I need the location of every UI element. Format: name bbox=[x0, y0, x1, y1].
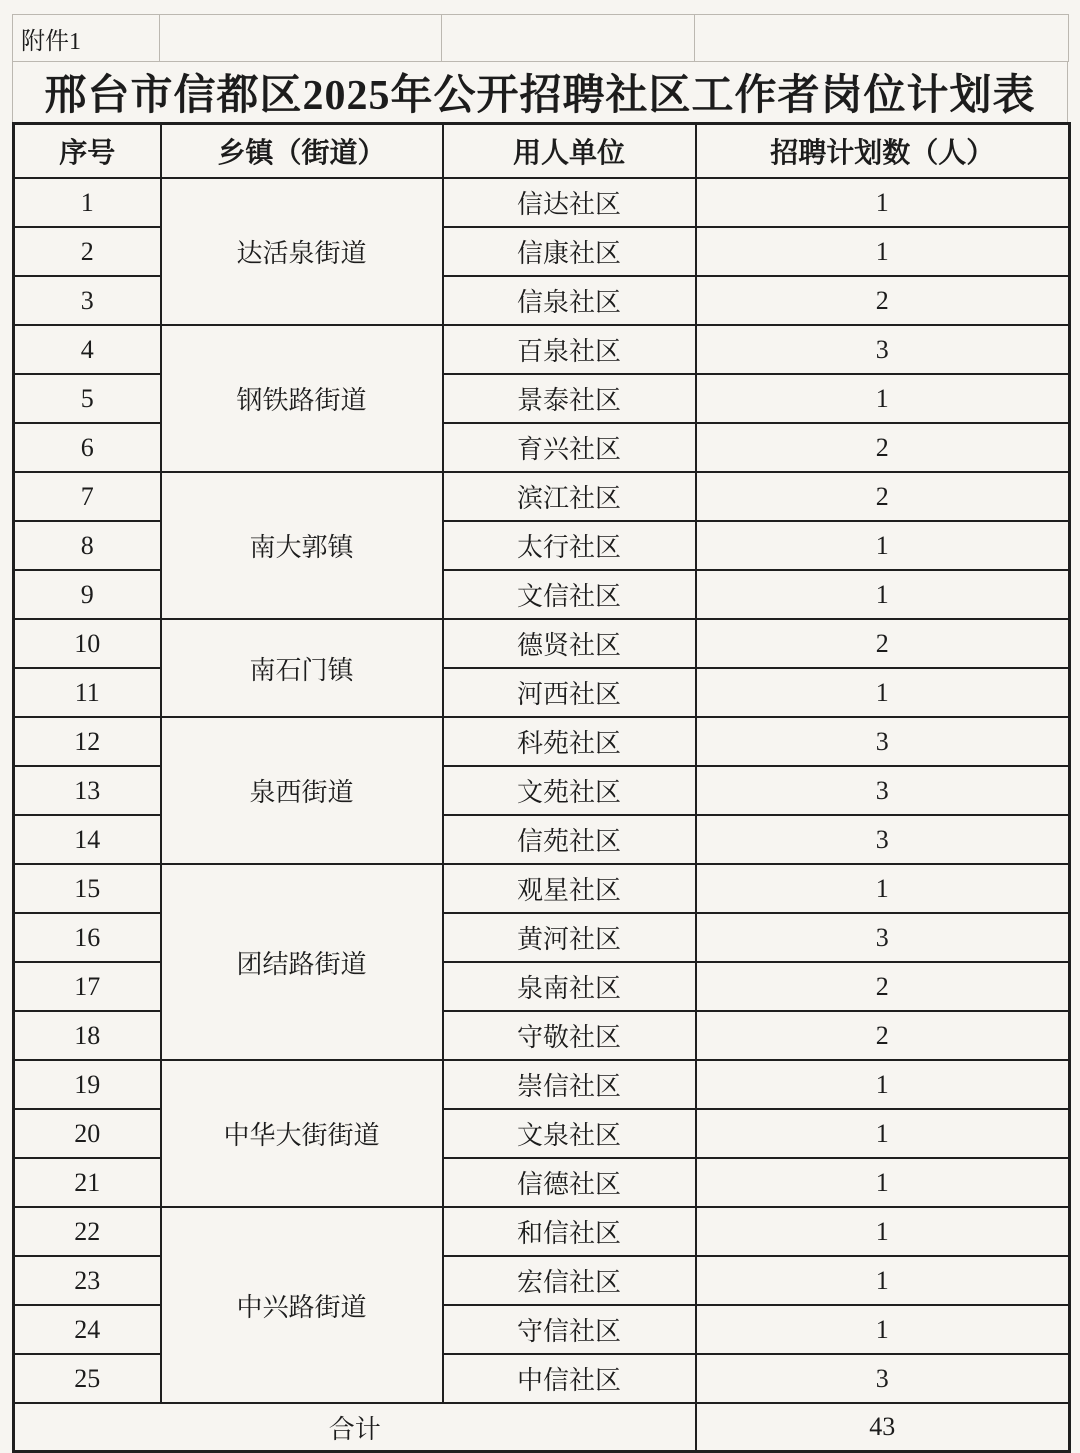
unit-cell: 信苑社区 bbox=[443, 815, 696, 864]
table-row bbox=[14, 717, 1070, 766]
serial-cell: 16 bbox=[14, 913, 161, 962]
unit-cell: 泉南社区 bbox=[443, 962, 696, 1011]
unit-cell: 和信社区 bbox=[443, 1207, 696, 1256]
serial-cell: 3 bbox=[14, 276, 161, 325]
count-cell: 2 bbox=[696, 423, 1070, 472]
serial-cell: 1 bbox=[14, 178, 161, 227]
table-row bbox=[14, 325, 1070, 374]
count-cell: 2 bbox=[696, 962, 1070, 1011]
attachment-strip bbox=[12, 14, 1069, 62]
table-row bbox=[14, 619, 1070, 668]
table-row bbox=[14, 1060, 1070, 1109]
unit-cell: 崇信社区 bbox=[443, 1060, 696, 1109]
total-value-cell: 43 bbox=[696, 1403, 1070, 1452]
unit-cell: 文信社区 bbox=[443, 570, 696, 619]
unit-cell: 文苑社区 bbox=[443, 766, 696, 815]
count-cell: 1 bbox=[696, 1060, 1070, 1109]
count-cell: 1 bbox=[696, 374, 1070, 423]
township-cell: 南大郭镇 bbox=[161, 472, 443, 619]
serial-cell: 23 bbox=[14, 1256, 161, 1305]
column-header-count: 招聘计划数（人） bbox=[696, 124, 1070, 179]
count-cell: 1 bbox=[696, 1207, 1070, 1256]
unit-cell: 景泰社区 bbox=[443, 374, 696, 423]
serial-cell: 25 bbox=[14, 1354, 161, 1403]
serial-cell: 19 bbox=[14, 1060, 161, 1109]
count-cell: 1 bbox=[696, 1256, 1070, 1305]
township-cell: 泉西街道 bbox=[161, 717, 443, 864]
serial-cell: 15 bbox=[14, 864, 161, 913]
table-row bbox=[14, 472, 1070, 521]
count-cell: 1 bbox=[696, 570, 1070, 619]
serial-cell: 6 bbox=[14, 423, 161, 472]
serial-cell: 20 bbox=[14, 1109, 161, 1158]
serial-cell: 5 bbox=[14, 374, 161, 423]
count-cell: 2 bbox=[696, 619, 1070, 668]
count-cell: 3 bbox=[696, 1354, 1070, 1403]
serial-cell: 11 bbox=[14, 668, 161, 717]
serial-cell: 10 bbox=[14, 619, 161, 668]
count-cell: 3 bbox=[696, 766, 1070, 815]
column-header-serial: 序号 bbox=[14, 124, 161, 179]
serial-cell: 2 bbox=[14, 227, 161, 276]
table-row bbox=[14, 1207, 1070, 1256]
serial-cell: 22 bbox=[14, 1207, 161, 1256]
count-cell: 1 bbox=[696, 1158, 1070, 1207]
unit-cell: 观星社区 bbox=[443, 864, 696, 913]
unit-cell: 信泉社区 bbox=[443, 276, 696, 325]
unit-cell: 百泉社区 bbox=[443, 325, 696, 374]
serial-cell: 17 bbox=[14, 962, 161, 1011]
unit-cell: 信德社区 bbox=[443, 1158, 696, 1207]
serial-cell: 4 bbox=[14, 325, 161, 374]
count-cell: 1 bbox=[696, 521, 1070, 570]
empty-cell bbox=[442, 15, 695, 62]
spreadsheet-area bbox=[12, 14, 1068, 1453]
unit-cell: 信达社区 bbox=[443, 178, 696, 227]
serial-cell: 9 bbox=[14, 570, 161, 619]
unit-cell: 河西社区 bbox=[443, 668, 696, 717]
count-cell: 3 bbox=[696, 815, 1070, 864]
unit-cell: 黄河社区 bbox=[443, 913, 696, 962]
count-cell: 1 bbox=[696, 1305, 1070, 1354]
table-row bbox=[14, 864, 1070, 913]
empty-cell bbox=[160, 15, 442, 62]
serial-cell: 8 bbox=[14, 521, 161, 570]
unit-cell: 滨江社区 bbox=[443, 472, 696, 521]
count-cell: 2 bbox=[696, 1011, 1070, 1060]
township-cell: 中华大街街道 bbox=[161, 1060, 443, 1207]
unit-cell: 文泉社区 bbox=[443, 1109, 696, 1158]
serial-cell: 21 bbox=[14, 1158, 161, 1207]
unit-cell: 科苑社区 bbox=[443, 717, 696, 766]
unit-cell: 中信社区 bbox=[443, 1354, 696, 1403]
column-header-employer: 用人单位 bbox=[443, 124, 696, 179]
serial-cell: 7 bbox=[14, 472, 161, 521]
recruitment-table bbox=[12, 122, 1071, 1453]
serial-cell: 14 bbox=[14, 815, 161, 864]
attachment-label-cell: 附件1 bbox=[13, 15, 160, 62]
count-cell: 1 bbox=[696, 1109, 1070, 1158]
header-row bbox=[14, 124, 1070, 179]
count-cell: 2 bbox=[696, 276, 1070, 325]
count-cell: 3 bbox=[696, 717, 1070, 766]
unit-cell: 守敬社区 bbox=[443, 1011, 696, 1060]
count-cell: 3 bbox=[696, 325, 1070, 374]
township-cell: 中兴路街道 bbox=[161, 1207, 443, 1403]
serial-cell: 24 bbox=[14, 1305, 161, 1354]
unit-cell: 育兴社区 bbox=[443, 423, 696, 472]
count-cell: 1 bbox=[696, 668, 1070, 717]
unit-cell: 太行社区 bbox=[443, 521, 696, 570]
attachment-row bbox=[13, 15, 1069, 62]
unit-cell: 信康社区 bbox=[443, 227, 696, 276]
count-cell: 1 bbox=[696, 864, 1070, 913]
unit-cell: 守信社区 bbox=[443, 1305, 696, 1354]
total-label-cell: 合计 bbox=[14, 1403, 696, 1452]
township-cell: 南石门镇 bbox=[161, 619, 443, 717]
column-header-township: 乡镇（街道） bbox=[161, 124, 443, 179]
count-cell: 1 bbox=[696, 227, 1070, 276]
page-title: 邢台市信都区2025年公开招聘社区工作者岗位计划表 bbox=[44, 73, 1036, 119]
count-cell: 1 bbox=[696, 178, 1070, 227]
total-row bbox=[14, 1403, 1070, 1452]
title-row bbox=[12, 62, 1068, 122]
serial-cell: 18 bbox=[14, 1011, 161, 1060]
township-cell: 钢铁路街道 bbox=[161, 325, 443, 472]
table-row bbox=[14, 178, 1070, 227]
township-cell: 团结路街道 bbox=[161, 864, 443, 1060]
table-body bbox=[14, 178, 1070, 1403]
unit-cell: 宏信社区 bbox=[443, 1256, 696, 1305]
count-cell: 3 bbox=[696, 913, 1070, 962]
unit-cell: 德贤社区 bbox=[443, 619, 696, 668]
count-cell: 2 bbox=[696, 472, 1070, 521]
township-cell: 达活泉街道 bbox=[161, 178, 443, 325]
serial-cell: 12 bbox=[14, 717, 161, 766]
serial-cell: 13 bbox=[14, 766, 161, 815]
empty-cell bbox=[695, 15, 1069, 62]
